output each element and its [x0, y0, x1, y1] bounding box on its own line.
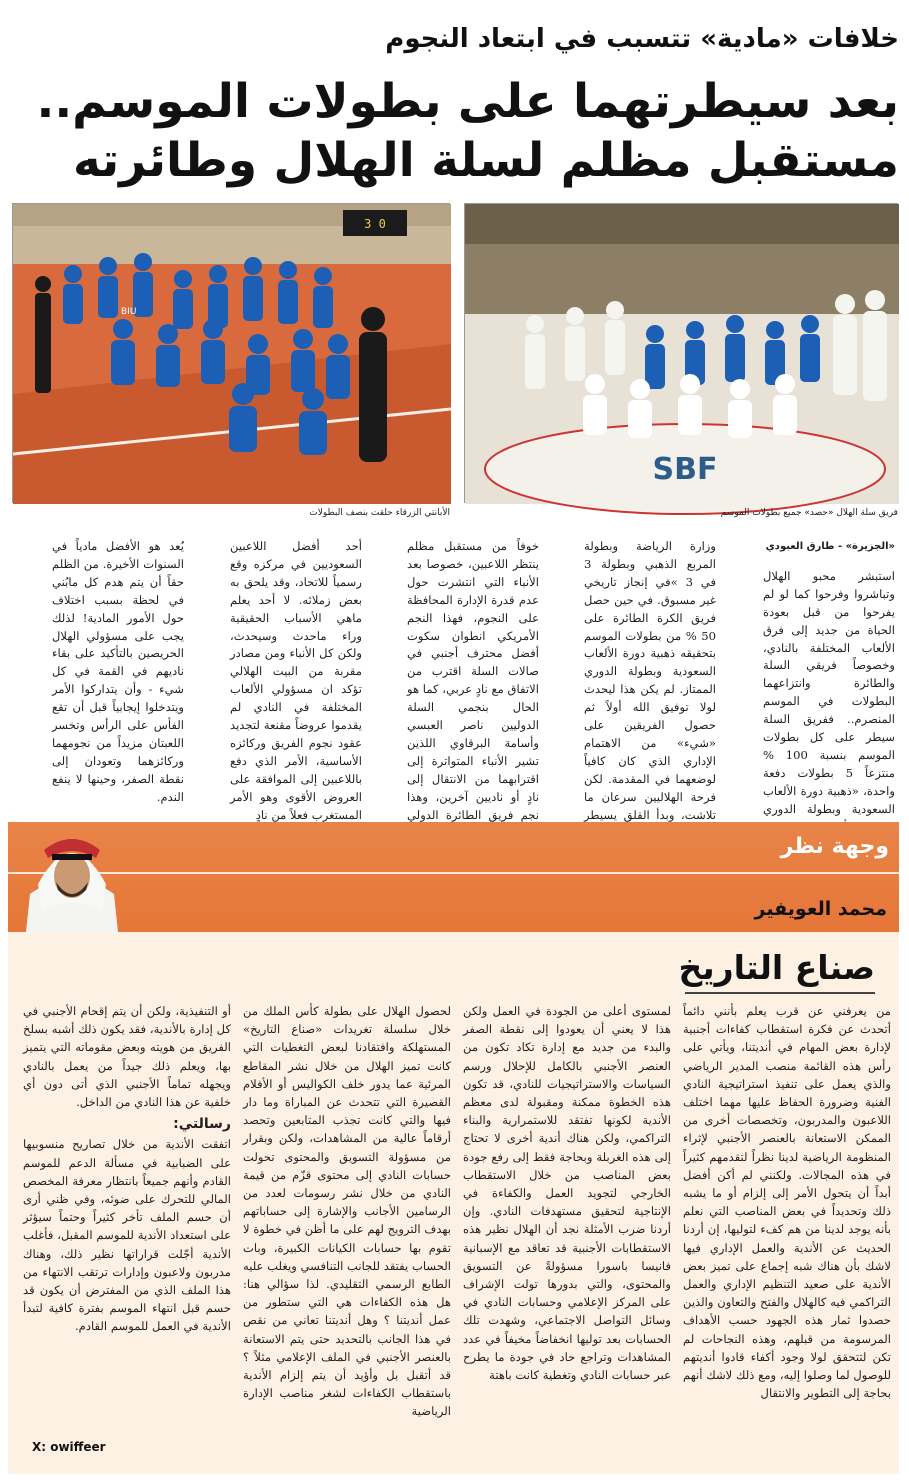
article-kicker: خلافات «مادية» تتسبب في ابتعاد النجوم	[385, 24, 899, 54]
basketball-photo-illustration	[465, 204, 899, 504]
story-column-2: وزارة الرياضة وبطولة المربع الذهبي وبطولة 3 في 3 »في إنجاز تاريخي غير مسبوق. في حين حصل فريق الكرة الطائرة على 50 % من بطولات الموسم بتحقيقه ذهبية دورة الألعاب السعودية وبطولة الدوري الممتاز. لم يكن هذا ليحدث لولا توفيق الله أولاً ثم حصول الفريقين على «شيء» من الاهتمام الإداري الذي كان كافياً لوضعهما في المقدمة. لكن فرحة الهلاليين سرعان ما تلاشت، وبدأ القلق يسيطر	[584, 539, 716, 822]
main-story	[8, 538, 899, 822]
author-x-handle: X: owiffeer	[32, 1440, 106, 1454]
jersey-text: BIU	[121, 307, 137, 317]
opinion-section-label: وجهة نظر	[780, 834, 889, 859]
opinion-column-2: لمستوى أعلى من الجودة في العمل ولكن هذا لا يعني أن يعودوا إلى نقطة الصفر والبدء من جديد مع إدارة تكاد تكون من العنصر الأجنبي بالكامل للإحلال ورسم السياسات والاستراتيجيات للنادي، قد تكون هذه الخطوة ممكنة ومقبولة لدى معظم الأندية لكونها تفتقد للاستمرارية والبناء التراكمي، ولكن هناك أندية أخرى لا تحتاج إلى هذه الغربلة وبحاجة فقط إلى رفع جودة بعض المناصب من خلال الاستقطاب الخارجي لتجويد العمل والكفاءة في الإنتاجية لتحقيق مستهدفات النادي. وإن أردنا ضرب الأمثلة نجد أن الهلال نظير هذه الاستقطابات الأجنبية قد تعاقد مع الإسبانية فانيسا باسورا مسؤولةً عن التسويق والمحتوى، والتي بدورها تولت الإشراف على المركز الإعلامي وحسابات النادي في وسائل التواصل الاجتماعي، وشهدت تلك الحسابات بعد توليها انخفاضاً مخيفاً في عدد المشاهدات وتراجع حاد في جودة ما يطرح عبر حسابات النادي وتغطية كانت باهتة	[463, 1004, 671, 1383]
banner-text: SBF	[652, 452, 718, 487]
opinion-column-1: من يعرفني عن قرب يعلم بأنني دائماً أتحدث عن فكرة استقطاب كفاءات أجنبية لإدارة بعض المهام في أنديتنا، ويأتي على رأس هذه القائمة منصب المدير الرياضي والذي يعمل على تنفيذ استراتيجية النادي الفنية وضرورة الحفاظ عليها مهما اختلف اللاعبون والمدربون، وتخصصات أخرى من الممكن الاستعانة بالعنصر الأجنبي لإثراء المنظومة الرياضية لدينا نظراً لتقدمهم كثيراً في هذه المجالات. ولكنني لم أكن أفضل أبداً أن يتحول الأمر إلى إلزام أو ما يشبه ذلك وتحديداً في بعض المناصب التي نعلم بأنه يوجد لدينا من هم كفء لتوليها، إن أردنا الحديث عن الأندية والعمل الإداري فيها لاشك بأن هناك شبه إجماع على تميز بعض الأندية على صعيد التنظيم الإداري والعمل التراكمي فيه كالهلال والفتح والتعاون والذين حصدوا ثمار هذه الجهود حسب الأهداف المرسومة من قبلهم، وهذه النجاحات لم تكن لتتحقق لولا وجود أكفاء قادوا أنديتهم للوصول لما وصلوا إليه، ومع ذلك لاشك أنهم بحاجة إلى التطوير والانتقال	[683, 1004, 891, 1401]
author-portrait	[16, 824, 128, 932]
basketball-team-photo	[464, 203, 898, 503]
opinion-column-4-text-b: اتفقت الأندية من خلال تصاريح منسوبيها على الضبابية في مسألة الدعم للموسم القادم وأنهم جميعاً بانتظار معرفة المخصص المالي للتحرك على ضوئه، وفي ظني أرى أن حسم الملف تأخر كثيراً وحتماً سيؤثر على استعداد الأندية للموسم المقبل، فأغلب الأندية أجّلت قراراتها نظير ذلك، وهناك مدربون ولاعبون وإدارات ترتقب الانتهاء من هذا الملف الذي من المفترض أن يكون قد حسم قبل انتهاء الموسم بفترة كافية لتبدأ الأندية في العمل للموسم القادم.	[23, 1137, 231, 1334]
opinion-header	[8, 822, 899, 932]
story-column-5: يُعد هو الأفضل مادياً في السنوات الأخيرة. من الظلم حقاً أن يتم هدم كل مابُني في لحظة بسبب اختلاف حول الأمور المادية! لذلك يجب على مسؤولي الهلال الحريصين بالتأكيد على بقاء ناديهم في القمة في كل شيء - وأن يتداركوا الأمر ويتدخلوا إيجابياً قبل أن تقع الفأس على الرأس وتخسر اللعبتان مزيداً من نجومهما وركائزهما وتعودان إلى نقطة الصفر، وحينها لا ينفع الندم.	[52, 539, 184, 804]
story-column-3: خوفاً من مستقبل مظلم ينتظر اللاعبين، خصوصا بعد الأنباء التي انتشرت حول عدم قدرة الإدارة المحافظة على النجوم، فهذا النجم الأمريكي انطوان سكوت أفضل محترف أجنبي في صالات السلة اقترب من الاتفاق مع نادٍ عربي، كما هو الحال بنجمي السلة الدوليين ناصر العبسي وأسامة البرقاوي اللذين تشير الأنباء المتواترة إلى اقترابهما من الانتقال إلى نادٍ أو ناديين آخرين، وهذا نجم فريق الطائرة الدولي	[407, 539, 539, 822]
opinion-column-4	[23, 1002, 231, 1434]
opinion-title: صناع التاريخ	[678, 948, 875, 987]
scoreboard-text: 3 0	[364, 217, 386, 231]
headline-line-1: بعد سيطرتهما على بطولات الموسم..	[36, 74, 899, 129]
story-column-4: أحد أفضل اللاعبين السعوديين في مركزه وقع رسمياً للاتحاد، وقد يلحق به بعض زملائه. لا أحد يعلم ماهي الأسباب الحقيقية وراء ماحدث وسيحدث، ولكن كل الأنباء ومن مصادر مقربة من البيت الهلالي تؤكد ان مسؤولي الألعاب المختلفة في النادي لم يقدموا عروضاً مقنعة لتجديد عقود نجوم الفريق وركائزه الأساسية، الأمر الذي دفع باللاعبين إلى الموافقة على العروض الأقوى وهو الأمر المستغرب فعلاً من نادٍ	[230, 539, 362, 822]
right-photo-caption: فريق سلة الهلال «حصد» جميع بطولات الموسم	[720, 508, 898, 518]
opinion-column-3: لحصول الهلال على بطولة كأس الملك من خلال سلسلة تغريدات «صناع التاريخ» المستهلكة وافتقادنا لبعض التغطيات التي كانت تميز الهلال من خلال نشر المقاطع المرئية عما يدور خلف الكواليس أو الأفلام القصيرة التي تتحدث عن المباراة وما دار فيها والتي كانت تجذب المتابعين وتحصد أرقاماً عالية من المشاهدات، ولكن وبقرار من مسؤولة التسويق والمحتوى تحولت حسابات النادي إلى محتوى قزّم من قيمة النادي من خلال نشر رسومات لعدد من الرسامين الأجانب والإشارة إلى حساباتهم بهدف الترويج لهم على ما أظن في خطوة لا تقوم بها حسابات الكيانات الكبيرة، وبات الحساب يفتقد للجانب التنافسي ويغلب عليه الطابع الرسمي التقليدي. لذا سؤالي هنا: هل هذه الكفاءات هي التي ستطور من عمل أنديتنا ؟ وهل أنديتنا تعاني من نقص في هذا الجانب بالتحديد حتى يتم الاستعانة بالعنصر الأجنبي في الملف الإعلامي مثلاً ؟ قد أتقبل بل وأؤيد أن يتم إلزام الأندية باستقطاب الكفاءات لشغر مناصب الإدارة الرياضية	[243, 1004, 451, 1419]
opinion-subheading: رسالتي:	[173, 1116, 231, 1133]
story-column-1-text: استبشر محبو الهلال وتباشروا وفرحوا كما لو لم يفرحوا من قبل بعودة الحياة من جديد إلى فرق الألعاب المختلفة بالنادي، وخصوصاً فريقي السلة والطائرة وانتزاعهما البطولات في الموسم المنصرم.. ففريق السلة سيطر على كل بطولات الموسم بنسبة 100 % منتزعاً 5 بطولات دفعة واحدة، «ذهبية دورة الألعاب السعودية وبطولة الدوري	[763, 568, 896, 816]
headline-line-2: مستقبل مظلم لسلة الهلال وطائرته	[72, 133, 899, 188]
opinion-header-rule	[8, 872, 899, 874]
opinion-column	[8, 822, 899, 1474]
opinion-author: محمد العويفير	[754, 898, 887, 920]
opinion-column-4-text-a: أو التنفيذية، ولكن أن يتم إقحام الأجنبي في كل إدارة بالأندية، فقد يكون ذلك أشبه بسلخ الفريق من هويته وبعض مقوماته التي يتميز بها، ويعلم ذلك جيداً من يعمل بالنادي ويجهله تماماً الأجنبي الذي أتى دون أي خلفية عن هذا النادي من الداخل.	[23, 1004, 231, 1110]
volleyball-photo-illustration	[13, 204, 451, 504]
left-photo-caption: الأبانتي الزرقاء حلقت بنصف البطولات	[309, 508, 450, 518]
story-column-1	[763, 538, 896, 816]
volleyball-team-photo	[12, 203, 450, 503]
story-byline: «الجزيرة» - طارق العبودي	[765, 541, 895, 552]
opinion-title-rule	[685, 992, 875, 994]
